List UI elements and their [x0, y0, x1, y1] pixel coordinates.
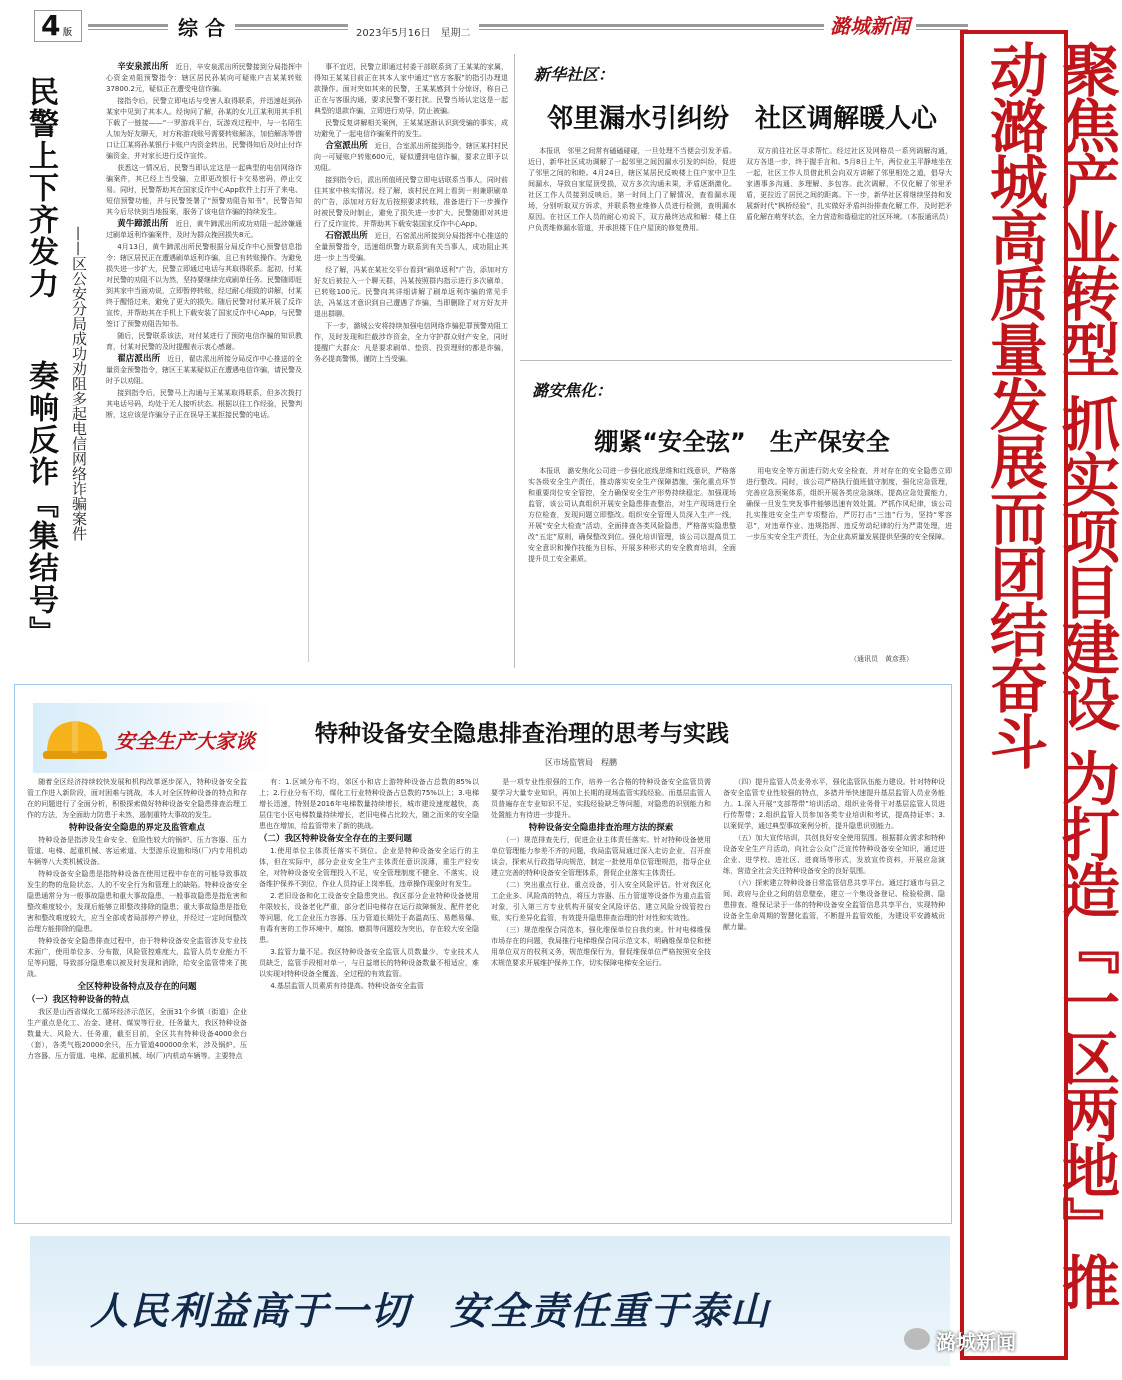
watermark-text: 潞城新闻 [936, 1330, 1016, 1354]
right-slogan-banner [960, 30, 1120, 1360]
masthead [18, 10, 1080, 46]
paragraph-text: （四）提升监管人员业务水平，强化监管队伍能力建设。针对特种设备安全监管专业性较强的特点，多措并举快速提升基层监管人员业务能力。1.深入开展“支部帮带”培训活动，组织业务骨干对基层监管人员进行传帮带；2.组织监管人员参加各类专业培训和考试，提高持证率；3.以案促学，通过典型事故案例分析，提升隐患识别能力。 [723, 778, 945, 830]
paragraph-text: 3.监管力量不足。我区特种设备安全监管人员数量少，专业技术人员缺乏，监管手段相对单一，与日益增长的特种设备数量不相适应，难以实现对特种设备全覆盖、全过程的有效监管。 [259, 948, 479, 978]
police-col-1 [106, 62, 302, 670]
police-subtitle: ——区公安分局成功劝阻多起电信网络诈骗案件 [70, 226, 88, 541]
xinhua-kicker: 新华社区： [534, 65, 615, 84]
paragraph-text: 4月13日，黄牛蹄派出所民警根据分局反诈中心预警信息指令：辖区居民正在遭遇刷单返利诈骗，且已有转账操作。为避免损失进一步扩大，民警立即通过电话与其取得联系。起初，付某对民警的劝阻不以为然，坚持要继续完成刷单任务。民警随即赶到其家中当面劝说，立即暂停转账，经过耐心细致的讲解，付某终于醒悟过来，避免了更大的损失。随后民警对付某开展了反诈宣传，并帮助其在手机上下载安装了国家反诈中心App，与民警签订了预警劝阻告知书。 [106, 243, 302, 328]
paragraph-text: 近日，黄牛蹄派出所成功劝阻一起涉嫌通过刷单返利诈骗案件，及时为群众挽回损失8元。 [106, 220, 303, 239]
safety-kicker: 潞安焦化： [532, 381, 613, 400]
station-name: 翟店派出所 [117, 354, 161, 364]
police-paragraph [106, 242, 302, 330]
special-col-2 [259, 777, 479, 1217]
paragraph-text: （五）加大宣传培训，共创良好安全使用氛围。根据群众需求和特种设备安全生产月活动，向社会公众广泛宣传特种设备安全知识，通过进企业、进学校、进社区、进商场等形式，发放宣传资料，开展应急演练，营造全社会关注特种设备安全的良好氛围。 [723, 834, 945, 875]
police-paragraph [106, 62, 302, 95]
section-heading: 特种设备安全隐患排查治理方法的探索 [528, 823, 674, 833]
police-paragraph [106, 219, 302, 241]
subsection-heading: （一）我区特种设备的特点 [27, 995, 130, 1005]
paragraph-text: 有：1.区域分布不均，郊区小和店上游特种设备占总数的85%以上；2.行业分布不均，煤化工行业特种设备占总数的75%以上；3.电梯增长迅速，特别是2016年电梯数量持续增长，城市建设速度越快，高层住宅小区电梯数量持续增长，老旧电梯占比较大，随之而来的安全隐患也在增加，给监管带来了新的挑战。 [259, 778, 479, 830]
section-heading: 特种设备安全隐患的界定及监管难点 [68, 823, 205, 833]
police-paragraph [314, 141, 508, 174]
page-number-box [34, 10, 82, 42]
section-heading: 全区特种设备特点及存在的问题 [77, 982, 197, 992]
wechat-icon [904, 1328, 930, 1350]
paragraph-text: 近日，合室派出所接到指令，辖区某村村民向一可疑账户转账600元，疑似遭到电信诈骗，要求立即予以劝阻。 [314, 142, 508, 172]
paragraph-text: 随后，民警联系该法，对付某进行了预防电信诈骗的知识教育，付某对民警的及时提醒表示衷心感谢。 [106, 332, 302, 351]
special-col-3 [491, 777, 711, 1217]
page-ban-label: 版 [63, 28, 73, 38]
paragraph-text: （二）突出重点行业、重点设备，引入安全风险评估。针对我区化工企业多、风险高的特点，将压力容器、压力管道等设备作为重点监管对象，引入第三方专业机构开展安全风险评估，建立风险分级管控台账，实行差异化监管，有效提升隐患排查治理的针对性和实效性。 [491, 881, 711, 922]
paragraph-text: 4.基层监管人员素质有待提高。特种设备安全监管 [270, 982, 424, 990]
safety-headline: 绷紧“安全弦” 生产保安全 [594, 428, 890, 456]
xinhua-col-1 [528, 146, 736, 352]
safety-byline: （通讯员 黄彦燕） [850, 655, 913, 663]
paragraph-text: 特种设备安全隐患排查过程中，由于特种设备安全监管涉及专业技术面广，使用单位多、分布散，风险管控难度大，监管人员专业能力不足等问题，导致部分隐患难以被及时发现和消除，给安全监管带来了挑战。 [27, 937, 247, 978]
paragraph-text: 1.使用单位主体责任落实不到位。企业是特种设备安全运行的主体，但在实际中，部分企业安全生产主体责任意识淡薄，重生产轻安全，对特种设备安全管理投入不足，安全管理制度不健全、不落实，设备维护保养不到位，作业人员持证上岗率低，违章操作现象时有发生。 [259, 847, 479, 888]
police-col-divider [308, 62, 309, 662]
police-headline-1: 民警上下齐发力 [23, 76, 58, 300]
watermark [904, 1324, 1054, 1358]
police-paragraph [314, 265, 508, 320]
xinhua-col-2-text: 双方前往社区寻求帮忙。经过社区及网格员一系列调解沟通，双方各退一步，终于握手言和。5月8日上午，两位业主平静地坐在一起，社区工作人员借此机会向双方讲解了邻里相处之道，倡导大家遇事多沟通、多理解、多包容。此次调解，不仅化解了邻里矛盾，更拉近了居民之间的距离。下一步，新华社区将继续坚持和发展新时代“枫桥经验”，扎实做好矛盾纠纷排查化解工作，及时把矛盾化解在萌芽状态，全力营造和谐稳定的社区环境。（本报通讯员） [746, 147, 953, 221]
column-logo [33, 703, 273, 773]
subsection-heading: （二）我区特种设备安全存在的主要问题 [259, 834, 413, 844]
police-story [10, 52, 510, 674]
right-slogan-text: 聚焦产业转型 抓实项目建设 为打造『一区两地』推动潞城高质量发展而团结奋斗 [980, 40, 1120, 1309]
paragraph-text: 经了解，冯某在某社交平台看到“刷单返利”广告，添加对方好友后被拉入一个聊天群，冯某按照群内指示进行多次刷单，已转账100元。民警向其详细讲解了刷单返利诈骗的常见手法，冯某这才意识到自己遭遇了诈骗，当即删除了对方好友并退出群聊。 [314, 266, 508, 318]
section-title: 综 合 [168, 12, 235, 41]
safety-col-1 [528, 466, 736, 666]
paper-name: 潞城新闻 [824, 10, 916, 39]
paragraph-text: 事不宜迟，民警立即通过村委干部联系到了王某某的家属，得知王某某目前正在其本人家中通过“官方客服”的指引办理退款操作。面对突如其来的民警，王某某感到十分惊讶，称自己正在与客服沟通，要求民警不要打扰。民警当场认定这是一起典型的退款诈骗，立即进行劝导，防止被骗。 [314, 63, 508, 115]
page-number: 4 [41, 9, 61, 42]
station-name: 石窑派出所 [325, 231, 368, 241]
paragraph-text: 民警反复讲解相关案例，王某某逐渐认识到受骗的事实，成功避免了一起电信诈骗案件的发生。 [314, 119, 508, 138]
xinhua-col-2 [746, 146, 952, 352]
paragraph-text: （六）探索建立特种设备日常监管信息共享平台。通过打通市与县之间、政府与企业之间的信息壁垒，建立一个集设备登记、检验检测、隐患排查、维保记录于一体的特种设备安全监管信息共享平台，实现特种设备全生命周期的智慧化监管，不断提升监管效能，为建设平安潞城贡献力量。 [723, 879, 945, 931]
xinhua-safety-divider [520, 360, 952, 361]
safety-helmet-icon [39, 709, 109, 769]
special-headline: 特种设备安全隐患排查治理的思考与实践 [315, 721, 729, 747]
paragraph-text: 下一步，潞城公安将持续加强电信网络诈骗犯罪预警劝阻工作，及时发现和拦截涉诈资金，全力守护群众财产安全，同时提醒广大群众：凡是要求刷单、垫资、投资理财的都是诈骗，务必提高警惕，谨防上当受骗。 [314, 322, 508, 363]
paragraph-text: 2.老旧设备和化工设备安全隐患突出。我区部分企业特种设备使用年限较长，设备老化严重，部分老旧电梯存在运行故障频发、配件老化等问题，化工企业压力容器、压力管道长期处于高温高压、易燃易爆、有毒有害的工作环境中，腐蚀、磨损等问题较为突出，存在较大安全隐患。 [259, 892, 479, 944]
safety-col-2 [746, 466, 952, 654]
paragraph-text: 我区是山西省煤化工循环经济示范区，全面31个乡镇（街道）企业生产重点是化工、冶金、建材、煤炭等行业，任务量大，我区特种设备数量大、风险大、任务重，截至目前，全区共有特种设备4000余台（套），各类气瓶20000余只，压力管道400000余米，涉及锅炉、压力容器、压力管道、电梯、起重机械、场(厂)内机动车辆等。主要特点 [27, 1008, 247, 1060]
issue-date: 2023年5月16日 星期二 [348, 24, 479, 39]
safety-col-1-text: 本报讯 潞安焦化公司进一步强化底线思维和红线意识，严格落实各级安全生产责任，推动落实安全生产保障措施，强化重点环节和重要岗位安全管控，全力确保安全生产形势持续稳定。加强现场监管，该公司认真组织开展安全隐患排查整治，对生产现场进行全方位检查，发现问题立即整改。组织安全管理人员深入生产一线，开展“安全大检查”活动，全面排查各类风险隐患，严格落实隐患整改“五定”原则，确保整改到位。强化培训管理，该公司以提高员工安全意识和操作技能为目标，开展多种形式的安全教育培训，全面提升员工安全素质。 [528, 467, 736, 563]
column-divider [514, 54, 515, 668]
police-paragraph [106, 96, 302, 162]
paragraph-text: 近日，辛安泉派出所民警接到分局指挥中心资金劝阻预警指令：辖区居民孙某向可疑账户吉某某转账37800.2元，疑似正在遭受电信诈骗。 [106, 63, 303, 93]
special-author: 区市场监管局 程鹏 [545, 758, 617, 767]
police-headline-2: 奏响反诈『集结号』 [23, 360, 58, 648]
special-col-4 [723, 777, 945, 1217]
paragraph-text: 获悉这一情况后，民警当即认定这是一起典型的电信网络诈骗案件，其已经上当受骗，立即更改银行卡交易密码，停止交易。同时，民警帮助其在国家反诈中心App软件上打开了来电、短信预警功能，并与民警签署了“预警劝阻告知书”，民警告知其今后尽快到当地报案，服务了该电信诈骗的持续发生。 [106, 164, 302, 216]
paragraph-text: 特种设备是指涉及生命安全、危险性较大的锅炉、压力容器、压力管道、电梯、起重机械、客运索道、大型游乐设施和场(厂)内专用机动车辆等八大类机械设备。 [27, 836, 247, 866]
police-paragraph [314, 118, 508, 140]
paragraph-text: 接到指令后，派出所值班民警立即电话联系当事人，同时前往其家中核实情况。经了解，该村民在网上看到一则兼职刷单的广告，添加对方好友后按照要求转账，准备进行下一步操作时被民警及时制止，避免了损失进一步扩大。民警随即对其进行了反诈宣传，并帮助其下载安装国家反诈中心App。 [314, 176, 508, 228]
paragraph-text: 接指令后，民警立即电话与受害人取得联系，并迅速赶到孙某家中见到了其本人。经询问了解，孙某的女儿江某利用其手机下载了一链接——“一罗游戏平台，玩游戏过程中，与一名陌生人加为好友聊天，对方称游戏账号需要转账解冻，加伯解冻等借口让江某将孙某银行卡账户内资金转出，民警得知后及时止付诈骗资金，并对家长进行反诈宣传。 [106, 97, 302, 160]
column-logo-text: 安全生产大家谈 [115, 729, 255, 753]
police-paragraph [314, 231, 508, 264]
police-paragraph [314, 321, 508, 365]
safety-col-2-text: 用电安全等方面进行防火安全检查，并对存在的安全隐患立即进行整改。同时，该公司严格执行值班值守制度，强化应急管理，完善应急预案体系，组织开展各类应急演练，提高应急处置能力，确保一旦发生突发事件能够迅速有效处置。严抓作风纪律，该公司扎实推进安全生产专项整治，严厉打击“三违”行为，坚持“零容忍”，对违章作业、违规指挥、违反劳动纪律的行为严肃处理，进一步压实安全生产责任，为企业高质量发展提供坚强的安全保障。 [746, 467, 952, 541]
xinhua-story [520, 58, 952, 358]
police-paragraph [314, 175, 508, 230]
paragraph-text: （三）规范维保合同范本，强化维保单位自我约束。针对电梯维保市场存在的问题，我局推行电梯维保合同示范文本，明确维保单位和使用单位双方的权利义务，规范维保行为，督促维保单位严格按照安全技术规范要求开展维护保养工作，切实保障电梯安全运行。 [491, 926, 711, 967]
station-name: 黄牛蹄派出所 [117, 219, 169, 229]
station-name: 合室派出所 [325, 141, 368, 151]
paragraph-text: 接到指令后，民警马上沟通与王某某取得联系，但多次拨打其电话号码，均处于无人接听状态。根据以往工作经验，民警判断，这应该是诈骗分子正在误导王某拒接民警的电话。 [106, 389, 302, 419]
safety-story [520, 366, 952, 672]
station-name: 辛安泉派出所 [117, 62, 169, 72]
paragraph-text: 是一项专业性很强的工作，培养一名合格的特种设备安全监管员需要学习大量专业知识，再加上长期的现场监管实践经验。而基层监管人员普遍存在专业知识不足、实践经验缺乏等问题，对隐患的识别能力和处置能力有待进一步提升。 [491, 778, 711, 819]
footer-slogan-banner [30, 1236, 950, 1366]
footer-slogan-text: 人民利益高于一切 安全责任重于泰山 [90, 1289, 771, 1333]
paragraph-text: 随着全区经济持续较快发展和机构改革逐步深入，特种设备安全监管工作进入新阶段，面对困难与挑战，本人对全区特种设备的特点和存在的问题进行了全面分析，积极探索做好特种设备安全隐患排查治理工作的方法，为全面助力防患于未然，遏制重特大事故的发生。 [27, 778, 247, 819]
police-paragraph [314, 62, 508, 117]
police-paragraph [106, 331, 302, 353]
paragraph-text: 近日，石窑派出所接到分局指挥中心推送的全量预警指令，迅速组织警力联系到有关当事人，成功阻止其进一步上当受骗。 [314, 232, 508, 262]
special-col-1 [27, 777, 247, 1217]
xinhua-headline: 邻里漏水引纠纷 社区调解暖人心 [546, 104, 937, 134]
police-paragraph [106, 388, 302, 421]
paragraph-text: 近日，翟店派出所接分局反诈中心推送的全量资金预警指令，辖区王某某疑似正在遭遇电信诈骗，请民警及时予以劝阻。 [106, 355, 303, 385]
special-article-box [14, 684, 952, 1224]
police-col-2 [314, 62, 508, 670]
paragraph-text: （一）规范排查先行，促进企业主体责任落实。针对特种设备使用单位管理能力参差不齐的问题，我局监管局通过深入走访企业，召开座谈会，探索从行政指导向规范，制定一批使用单位管理规范，指导企业建立完善的特种设备安全管理体系，督促企业落实主体责任。 [491, 836, 711, 877]
paragraph-text: 特种设备安全隐患是指特种设备在使用过程中存在的可能导致事故发生的物的危险状态、人的不安全行为和管理上的缺陷。特种设备安全隐患通常分为一般事故隐患和重大事故隐患，一般事故隐患是指危害和整改难度较小，发现后能够立即整改排除的隐患；重大事故隐患是指危害和整改难度较大，应当全部或者局部停产停业，并经过一定时间整改治理方能排除的隐患。 [27, 870, 247, 933]
xinhua-col-1-text: 本报讯 邻里之间常有磕磕碰碰，一旦处理不当便会引发矛盾。近日，新华社区成功调解了一起邻里之间因漏水引发的纠纷，促进了邻里之间的和睦。4月24日，辖区某居民反映楼上住户家中卫生间漏水，导致自家屋顶受损，双方多次沟通未果，矛盾逐渐激化。社区工作人员接到反映后，第一时间上门了解情况，查看漏水现场，分别听取双方诉求，并联系物业维修人员进行检测，查明漏水原因。在社区工作人员的耐心劝说下，双方最终达成和解：楼上住户负责维修漏水管道，并承担楼下住户屋顶的修复费用。 [528, 147, 736, 232]
police-paragraph [106, 163, 302, 218]
police-paragraph [106, 354, 302, 387]
